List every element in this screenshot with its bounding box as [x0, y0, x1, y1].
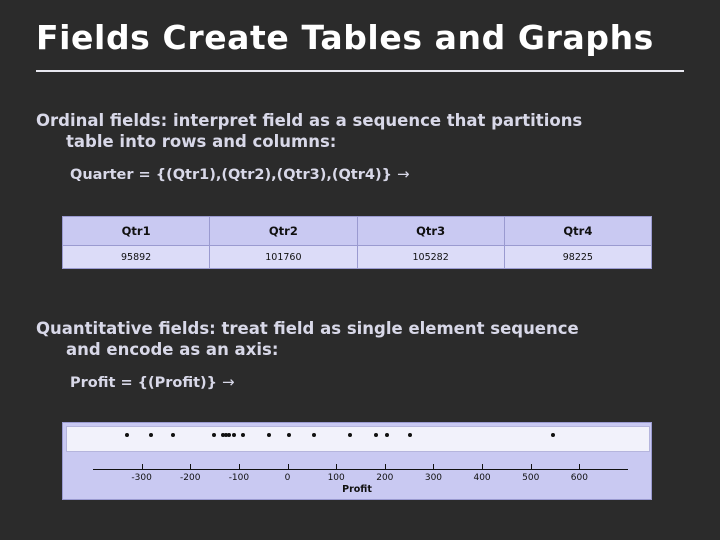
title-divider — [36, 70, 684, 72]
quarter-table — [62, 216, 652, 269]
axis-tick — [433, 464, 434, 469]
table-row — [63, 246, 652, 269]
table-cell: 98225 — [504, 246, 651, 269]
bullet-ordinal-line1: Ordinal fields: interpret field as a sequence that partitions — [36, 111, 583, 130]
bullet-quantitative-line1: Quantitative fields: treat field as single element sequence — [36, 319, 579, 338]
data-point — [374, 433, 378, 437]
data-point — [241, 433, 245, 437]
axis-tick — [579, 464, 580, 469]
data-point — [125, 433, 129, 437]
bullet-ordinal — [36, 110, 676, 152]
axis-tick-label: 0 — [284, 473, 291, 483]
profit-axis-plot — [62, 422, 652, 500]
axis-tick — [336, 464, 337, 469]
table-header-cell: Qtr2 — [210, 217, 357, 246]
axis-tick-label: 200 — [376, 473, 394, 483]
axis-tick — [531, 464, 532, 469]
axis-tick — [288, 464, 289, 469]
quarter-definition-text: Quarter = {(Qtr1),(Qtr2),(Qtr3),(Qtr4)} — [70, 167, 392, 183]
data-point — [348, 433, 352, 437]
profit-definition-text: Profit = {(Profit)} — [70, 375, 217, 391]
bullet-quantitative-line2: and encode as an axis: — [66, 340, 279, 359]
arrow-icon: → — [222, 373, 235, 391]
arrow-icon: → — [397, 165, 410, 183]
profit-definition — [70, 373, 235, 391]
axis-tick-label: 300 — [424, 473, 443, 483]
axis-tick-label: -300 — [131, 473, 152, 483]
data-point — [212, 433, 216, 437]
axis-tick-label: -200 — [180, 473, 201, 483]
axis-tick-label: 600 — [570, 473, 588, 483]
table-header-cell: Qtr1 — [63, 217, 210, 246]
table-header-cell: Qtr4 — [504, 217, 651, 246]
data-point — [551, 433, 555, 437]
table-cell: 101760 — [210, 246, 357, 269]
axis-tick — [482, 464, 483, 469]
axis-tick — [385, 464, 386, 469]
axis-tick — [239, 464, 240, 469]
axis-tick-label: -100 — [228, 473, 250, 483]
table-cell: 105282 — [357, 246, 504, 269]
axis-tick — [142, 464, 143, 469]
page-title: Fields Create Tables and Graphs — [36, 18, 654, 57]
axis-tick-label: 500 — [522, 473, 540, 483]
bullet-ordinal-line2: table into rows and columns: — [66, 132, 337, 151]
table-cell: 95892 — [63, 246, 210, 269]
plot-dot-band — [66, 426, 650, 452]
axis-tick-label: 400 — [473, 473, 491, 483]
axis-tick-label: 100 — [327, 473, 345, 483]
axis-tick — [190, 464, 191, 469]
axis-line — [93, 469, 628, 470]
data-point — [232, 433, 236, 437]
axis-title: Profit — [342, 484, 372, 495]
quarter-definition — [70, 165, 410, 183]
table-header-cell: Qtr3 — [357, 217, 504, 246]
bullet-quantitative — [36, 318, 676, 360]
table-header-row — [63, 217, 652, 246]
